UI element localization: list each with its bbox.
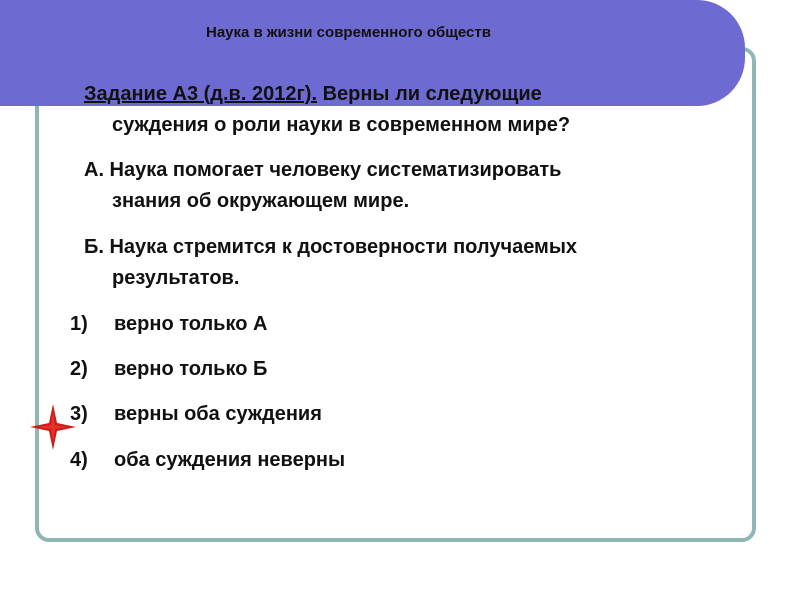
task-question-part-2: суждения о роли науки в современном мире? [112, 114, 571, 136]
answer-option-number: 1) [70, 313, 88, 335]
answer-option-text: верны оба суждения [114, 403, 322, 425]
task-line-1 [84, 79, 744, 110]
answer-option-number: 2) [70, 358, 88, 380]
answer-option-number: 4) [70, 449, 88, 471]
answer-option-text: верно только Б [114, 358, 268, 380]
answer-option-3[interactable] [70, 399, 322, 430]
statement-a-line-1: А. Наука помогает человеку систематизировать [84, 159, 562, 181]
statement-a [84, 155, 764, 217]
answer-option-1[interactable] [70, 309, 267, 340]
four-point-star-icon [30, 404, 76, 450]
statement-b-line-2: результатов. [112, 267, 240, 289]
task-question [84, 79, 744, 141]
task-question-part-1: Верны ли следующие [317, 83, 542, 105]
answer-option-4[interactable] [70, 445, 345, 476]
answer-option-text: верно только А [114, 313, 268, 335]
task-label: Задание А3 (д.в. 2012г). [84, 83, 318, 105]
statement-b-line-1: Б. Наука стремится к достоверности получаемых [84, 236, 578, 258]
answer-option-2[interactable] [70, 354, 267, 385]
statement-a-line-2: знания об окружающем мире. [112, 190, 410, 212]
header-title: Наука в жизни современного обществ [206, 24, 491, 41]
answer-option-text: оба суждения неверны [114, 449, 346, 471]
answer-option-number: 3) [70, 403, 88, 425]
statement-b [84, 232, 764, 294]
